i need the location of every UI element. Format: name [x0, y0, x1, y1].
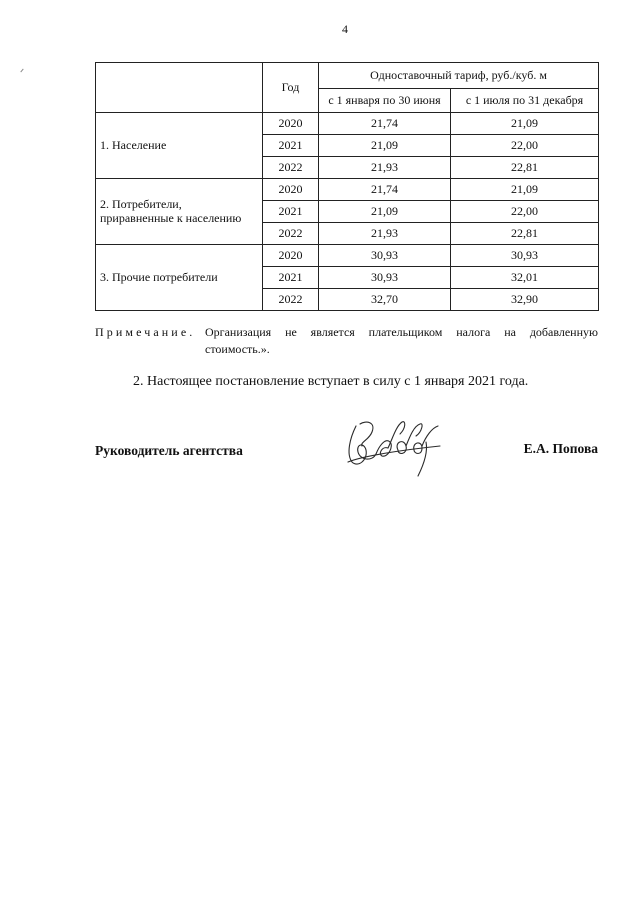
tariff-period-1-cell: 32,70	[319, 289, 451, 311]
year-cell: 2021	[263, 267, 319, 289]
tariff-period-2-cell: 22,81	[451, 223, 599, 245]
scan-artifact	[20, 69, 23, 73]
group-label	[96, 113, 263, 179]
tariff-period-2-cell: 22,81	[451, 157, 599, 179]
tariff-period-1-cell: 30,93	[319, 245, 451, 267]
tariff-period-1-cell: 21,93	[319, 157, 451, 179]
note-label: Примечание.	[95, 325, 196, 339]
year-cell: 2020	[263, 245, 319, 267]
year-cell: 2021	[263, 201, 319, 223]
signatory-name: Е.А. Попова	[523, 441, 598, 456]
group-label-line: 2. Потребители,	[100, 196, 182, 211]
handwritten-signature	[342, 416, 447, 482]
header-period-1: с 1 января по 30 июня	[319, 89, 451, 113]
header-year: Год	[263, 63, 319, 113]
effective-date-paragraph: 2. Настоящее постановление вступает в силу с 1 января 2021 года.	[133, 374, 529, 389]
header-period-2: с 1 июля по 31 декабря	[451, 89, 599, 113]
year-cell: 2022	[263, 289, 319, 311]
tariff-period-1-cell: 21,09	[319, 135, 451, 157]
year-cell: 2020	[263, 113, 319, 135]
signatory-position: Руководитель агентства	[95, 443, 243, 458]
tariff-period-2-cell: 32,90	[451, 289, 599, 311]
group-label-line: 1. Население	[100, 137, 167, 152]
group-label-line: 3. Прочие потребители	[100, 269, 218, 284]
header-empty-cell	[96, 63, 263, 113]
tariff-period-1-cell: 21,74	[319, 179, 451, 201]
tariff-period-1-cell: 21,93	[319, 223, 451, 245]
group-label	[96, 179, 263, 245]
tariff-period-1-cell: 21,74	[319, 113, 451, 135]
year-cell: 2022	[263, 223, 319, 245]
tariff-period-2-cell: 22,00	[451, 201, 599, 223]
year-cell: 2021	[263, 135, 319, 157]
group-label	[96, 245, 263, 311]
table-row	[96, 179, 599, 201]
year-cell: 2022	[263, 157, 319, 179]
header-tariff: Одноставочный тариф, руб./куб. м	[319, 63, 599, 89]
tariff-table	[95, 62, 599, 311]
tariff-period-2-cell: 21,09	[451, 113, 599, 135]
table-header-row	[96, 63, 599, 89]
tariff-period-2-cell: 22,00	[451, 135, 599, 157]
year-cell: 2020	[263, 179, 319, 201]
tariff-period-1-cell: 30,93	[319, 267, 451, 289]
tariff-period-2-cell: 21,09	[451, 179, 599, 201]
group-label-line: приравненные к населению	[100, 210, 242, 225]
page-number: 4	[342, 22, 348, 36]
tariff-period-2-cell: 30,93	[451, 245, 599, 267]
tariff-period-1-cell: 21,09	[319, 201, 451, 223]
table-row	[96, 113, 599, 135]
tariff-period-2-cell: 32,01	[451, 267, 599, 289]
note-text: Организация не является плательщиком налога на добавленную стоимость.».	[205, 325, 598, 356]
table-row	[96, 245, 599, 267]
